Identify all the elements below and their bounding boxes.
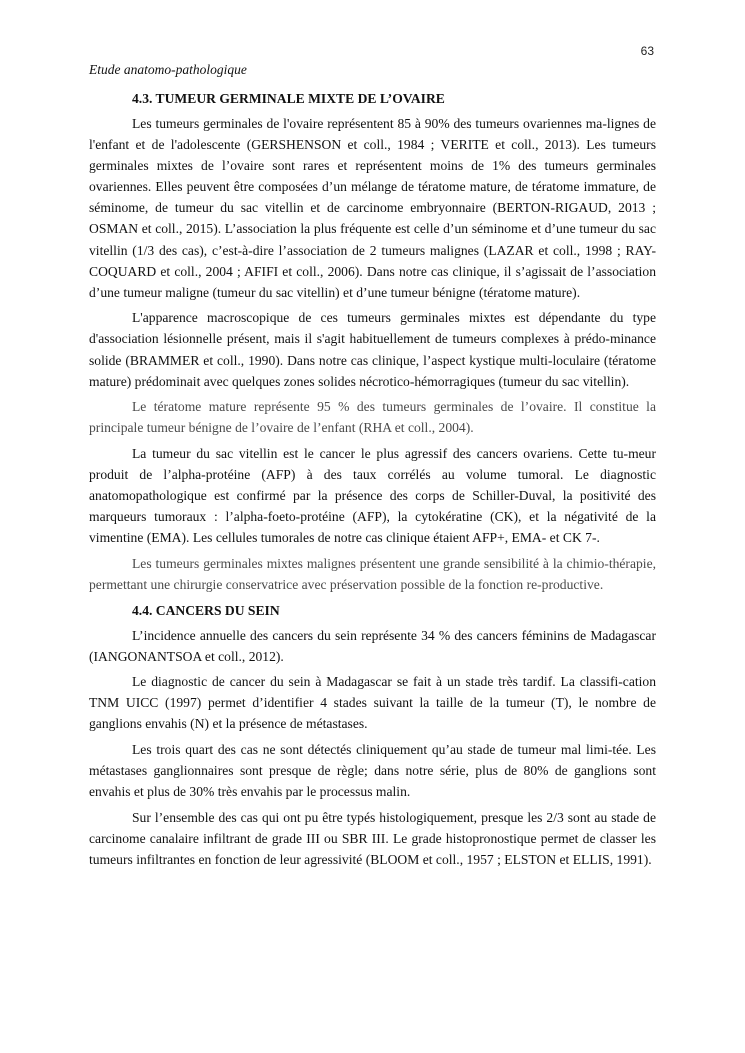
paragraph: La tumeur du sac vitellin est le cancer le plus agressif des cancers ovariens. Cette tu-meur produit de l’alpha-protéine (AFP) à des taux corrélés au volume tumoral. Le diagnostic anatomopathologique est confirmé par la présence des corps de Schiller-Duval, la positivité des marqueurs tumoraux : l’alpha-foeto-protéine (AFP), la cytokératine (CK), et la négativité de la vimentine (EMA). Les cellules tumorales de notre cas clinique étaient AFP+, EMA- et CK 7-. [89, 445, 656, 546]
page-body [89, 88, 656, 875]
paragraph: Le tératome mature représente 95 % des tumeurs germinales de l’ovaire. Il constitue la principale tumeur bénigne de l’ovaire de l’enfant (RHA et coll., 2004). [89, 399, 656, 436]
paragraph: Les tumeurs germinales mixtes malignes présentent une grande sensibilité à la chimio-thérapie, permettant une chirurgie conservatrice avec préservation possible de la fonction re-productive. [89, 555, 656, 592]
page-number: 63 [640, 44, 654, 58]
paragraph: Le diagnostic de cancer du sein à Madagascar se fait à un stade très tardif. La classifi-cation TNM UICC (1997) permet d’identifier 4 stades suivant la taille de la tumeur (T), le nombre de ganglions envahis (N) et la présence de métastases. [89, 674, 656, 732]
paragraph: Sur l’ensemble des cas qui ont pu être typés histologiquement, presque les 2/3 sont au stade de carcinome canalaire infiltrant de grade III ou SBR III. Le grade histopronostique permet de classer les tumeurs infiltrantes en fonction de leur agressivité (BLOOM et coll., 1957 ; ELSTON et ELLIS, 1991). [89, 809, 656, 867]
section-heading-4-3: 4.3. TUMEUR GERMINALE MIXTE DE L’OVAIRE [132, 91, 445, 106]
paragraph: Les tumeurs germinales de l'ovaire représentent 85 à 90% des tumeurs ovariennes ma-lignes de l'enfant et de l'adolescente (GERSHENSON et coll., 1984 ; VERITE et coll., 2013). Les tumeurs germinales mixtes de l’ovaire sont rares et représentent moins de 1% des tumeurs germinales ovariennes. Elles peuvent être composées d’un mélange de tératome mature, de tératome immature, de séminome, de tumeur du sac vitellin et de carcinome embryonnaire (BERTON-RIGAUD, 2013 ; OSMAN et coll., 2015). L’association la plus fréquente est celle d’un séminome et d’une tumeur du sac vitellin (1/3 des cas), c’est-à-dire l’association de 2 tumeurs malignes (LAZAR et coll., 1998 ; RAY-COQUARD et coll., 2004 ; AFIFI et coll., 2006). Dans notre cas clinique, il s’agissait de l’association d’une tumeur maligne (tumeur du sac vitellin) et d’une tumeur bénigne (tératome mature). [89, 116, 656, 300]
paragraph: Les trois quart des cas ne sont détectés cliniquement qu’au stade de tumeur mal limi-tée. Les métastases ganglionnaires sont presque de règle; dans notre série, plus de 80% de ganglions sont envahis et plus de 30% très envahis par le processus malin. [89, 742, 656, 800]
paragraph: L’incidence annuelle des cancers du sein représente 34 % des cancers féminins de Madagascar (IANGONANTSOA et coll., 2012). [89, 627, 656, 664]
section-heading-4-4: 4.4. CANCERS DU SEIN [132, 602, 280, 618]
paragraph: L'apparence macroscopique de ces tumeurs germinales mixtes est dépendante du type d'association lésionnelle présent, mais il s'agit habituellement de tumeurs complexes à prédo-minance solide (BRAMMER et coll., 1990). Dans notre cas clinique, l’aspect kystique multi-loculaire (tératome mature) prédominait avec quelques zones solides nécrotico-hémorragiques (tumeur du sac vitellin). [89, 310, 656, 389]
running-head: Etude anatomo-pathologique [89, 62, 247, 77]
